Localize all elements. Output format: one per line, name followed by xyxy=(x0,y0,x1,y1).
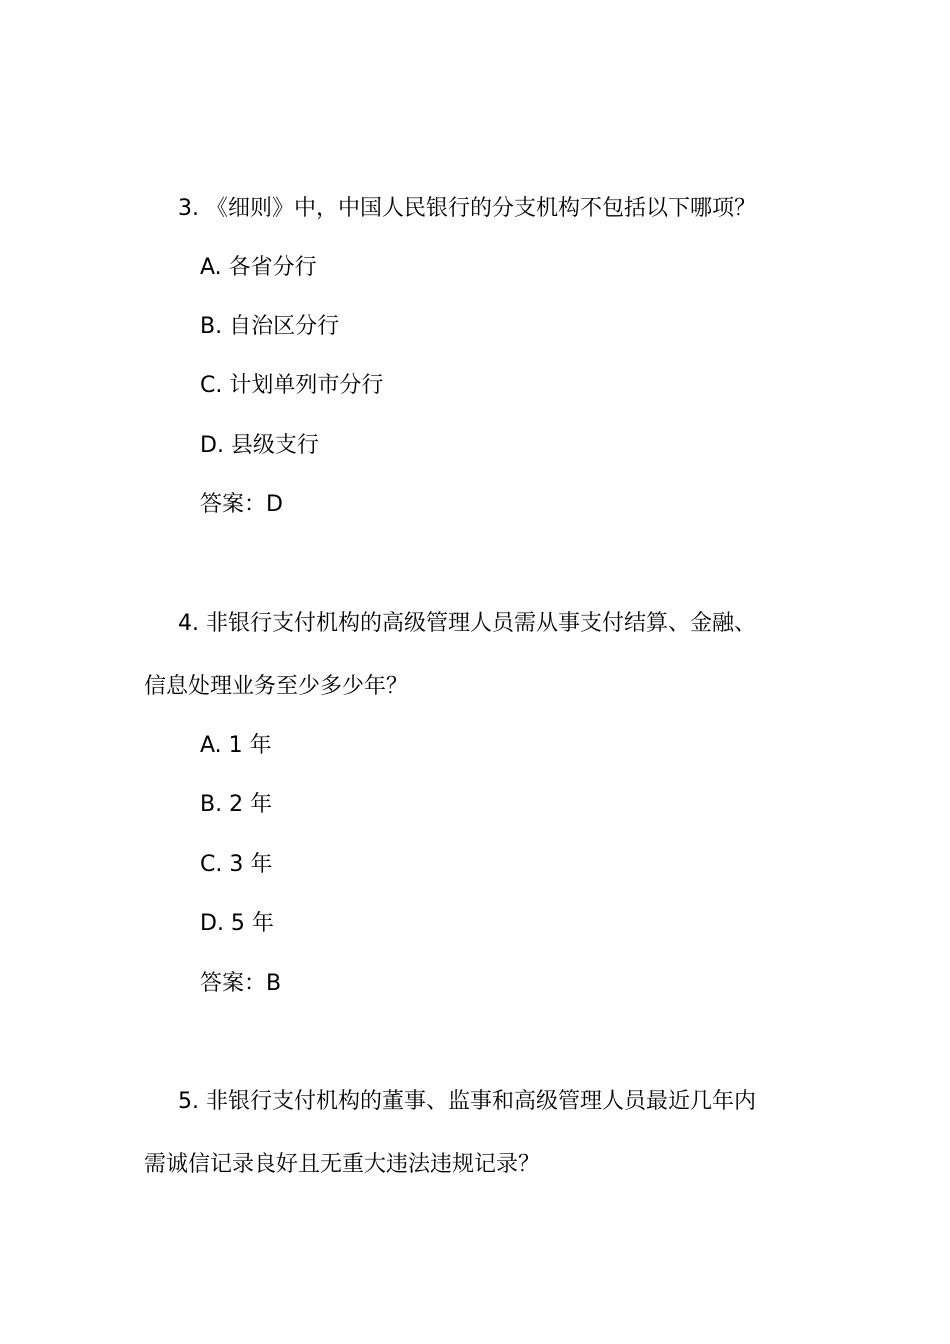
question-4-text: 4. 非银行支付机构的高级管理人员需从事支付结算、金融、 xyxy=(178,611,756,636)
question-3-option-a: A. 各省分行 xyxy=(200,255,317,280)
question-3-option-d: D. 县级支行 xyxy=(200,433,319,458)
question-3-option-c: C. 计划单列市分行 xyxy=(200,373,384,398)
question-5-text: 5. 非银行支付机构的董事、监事和高级管理人员最近几年内 xyxy=(178,1089,756,1114)
question-4-option-d: D. 5 年 xyxy=(200,911,274,936)
question-3-answer: 答案：D xyxy=(200,492,283,517)
question-3-option-b: B. 自治区分行 xyxy=(200,314,340,339)
question-4-text-continued: 信息处理业务至少多少年？ xyxy=(144,674,409,699)
question-4-answer: 答案：B xyxy=(200,971,282,996)
question-4-option-c: C. 3 年 xyxy=(200,852,273,877)
question-4-option-a: A. 1 年 xyxy=(200,733,272,758)
question-4-option-b: B. 2 年 xyxy=(200,792,273,817)
question-5-text-continued: 需诚信记录良好且无重大违法违规记录？ xyxy=(144,1152,541,1177)
question-3-text: 3. 《细则》中，中国人民银行的分支机构不包括以下哪项？ xyxy=(178,196,756,221)
